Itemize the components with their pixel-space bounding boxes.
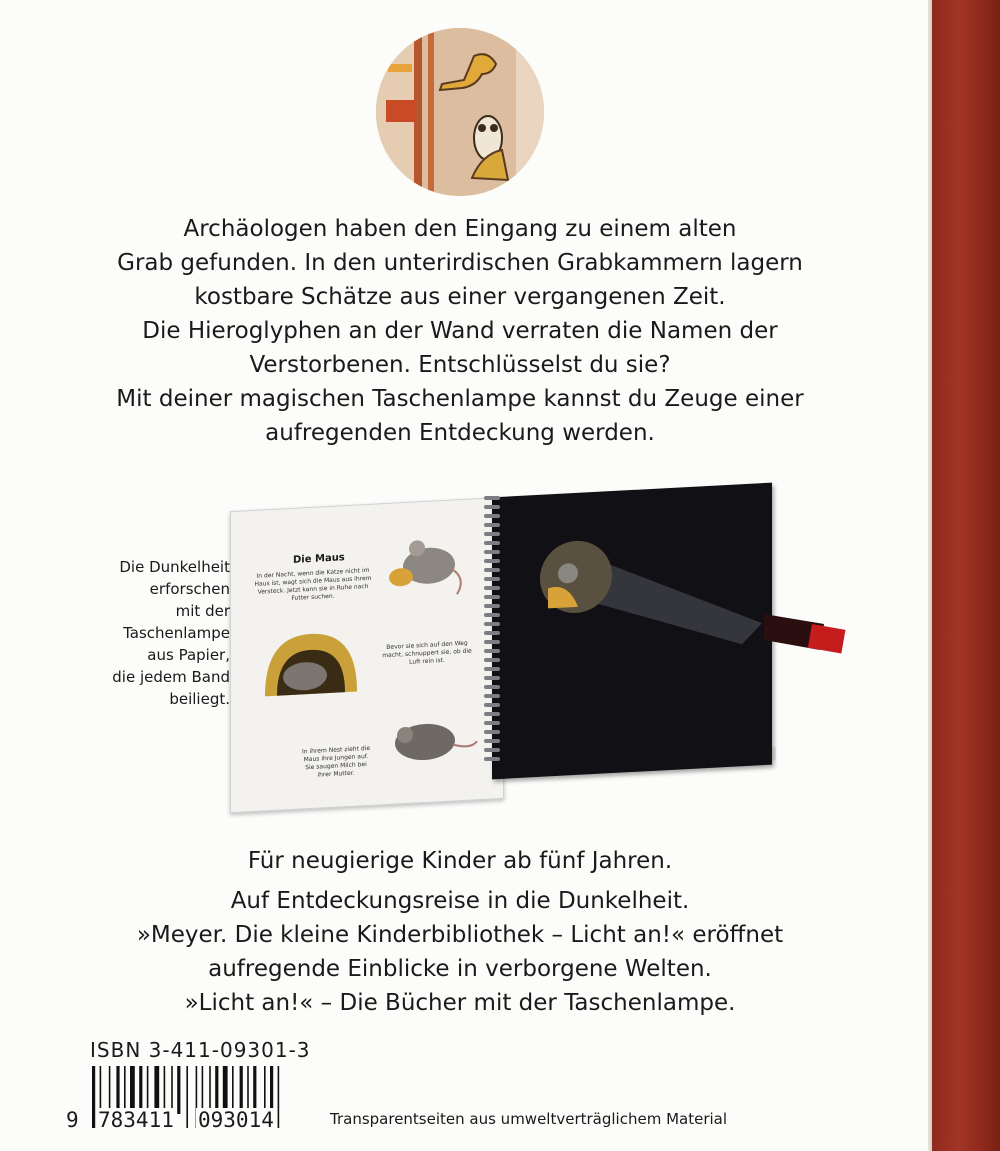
barcode-bar — [264, 1066, 266, 1114]
flashlight-handle-icon — [764, 610, 854, 660]
preview-title: Die Maus — [293, 552, 345, 566]
audience-line — [60, 844, 860, 878]
barcode-bar — [202, 1066, 204, 1114]
barcode-bar — [171, 1066, 173, 1114]
mouse-hole-illustration — [261, 625, 361, 700]
barcode-bar — [247, 1066, 249, 1114]
barcode-bar — [147, 1066, 149, 1114]
preview-text: Bevor sie sich auf den Weg macht, schnuppert sie, ob die Luft rein ist. — [382, 639, 472, 666]
isbn-label: ISBN 3-411-09301-3 — [90, 1038, 311, 1062]
caption-line: Taschenlampe — [123, 624, 230, 642]
flashlight-illustration — [532, 523, 772, 656]
book-spine — [932, 0, 1000, 1151]
barcode-bar — [164, 1066, 166, 1114]
barcode-bar — [270, 1066, 273, 1114]
hieroglyph-medallion — [376, 28, 544, 196]
intro-line: Mit deiner magischen Taschenlampe kannst du Zeuge einer — [116, 386, 804, 412]
blurb-line: aufregende Einblicke in verborgene Welten. — [208, 956, 712, 982]
ean-group-2: 093014 — [198, 1108, 274, 1132]
barcode-bar — [253, 1066, 256, 1114]
intro-line: Archäologen haben den Eingang zu einem alten — [183, 216, 737, 242]
barcode-bar — [278, 1066, 280, 1128]
preview-dark-page — [492, 483, 772, 780]
blurb-line: »Licht an!« – Die Bücher mit der Taschenlampe. — [184, 990, 736, 1016]
mouse-nest-illustration — [381, 709, 481, 774]
barcode-bar — [177, 1066, 180, 1114]
intro-text — [60, 212, 860, 450]
caption-line: Die Dunkelheit — [119, 558, 230, 576]
barcode-bar — [116, 1066, 119, 1114]
side-caption — [70, 556, 230, 710]
mouse-illustration — [381, 524, 471, 609]
caption-line: beiliegt. — [169, 690, 230, 708]
preview-left-page — [230, 497, 504, 813]
caption-line: die jedem Band — [112, 668, 230, 686]
barcode-bar — [109, 1066, 111, 1114]
barcode-bar — [215, 1066, 218, 1114]
series-blurb — [60, 884, 860, 1020]
intro-line: aufregenden Entdeckung werden. — [265, 420, 655, 446]
ean-first-digit: 9 — [66, 1108, 79, 1132]
book-preview-image — [224, 482, 864, 812]
blurb-line: Auf Entdeckungsreise in die Dunkelheit. — [230, 888, 690, 914]
caption-line: aus Papier, — [147, 646, 230, 664]
barcode-bar — [92, 1066, 95, 1128]
intro-line: Verstorbenen. Entschlüsselst du sie? — [249, 352, 671, 378]
barcode-bar — [240, 1066, 243, 1114]
barcode-bar — [139, 1066, 142, 1114]
intro-line: Die Hieroglyphen an der Wand verraten die Namen der — [142, 318, 778, 344]
barcode-bar — [223, 1066, 228, 1114]
spiral-binding — [482, 496, 502, 774]
barcode-bar — [154, 1066, 159, 1114]
barcode-bar — [186, 1066, 188, 1128]
preview-text: In der Nacht, wenn die Katze nicht im Haus ist, wagt sich die Maus aus ihrem Versteck. Jetzt kann sie in Ruhe nach Futter suchen. — [254, 566, 372, 602]
blurb-line: »Meyer. Die kleine Kinderbibliothek – Licht an!« eröffnet — [136, 922, 784, 948]
caption-line: erforschen — [149, 580, 230, 598]
caption-line: mit der — [175, 602, 230, 620]
material-footnote: Transparentseiten aus umweltverträglichem Material — [330, 1110, 728, 1128]
ean-group-1: 783411 — [98, 1108, 174, 1132]
barcode-bar — [130, 1066, 135, 1114]
intro-line: kostbare Schätze aus einer vergangenen Zeit. — [194, 284, 726, 310]
barcode-bar — [209, 1066, 211, 1114]
intro-line: Grab gefunden. In den unterirdischen Grabkammern lagern — [117, 250, 803, 276]
barcode-bar — [124, 1066, 126, 1114]
barcode-bar — [232, 1066, 234, 1114]
preview-text: In ihrem Nest zieht die Maus ihre Jungen auf. Sie saugen Milch bei ihrer Mutter. — [301, 744, 371, 779]
audience-text: Für neugierige Kinder ab fünf Jahren. — [247, 848, 673, 874]
